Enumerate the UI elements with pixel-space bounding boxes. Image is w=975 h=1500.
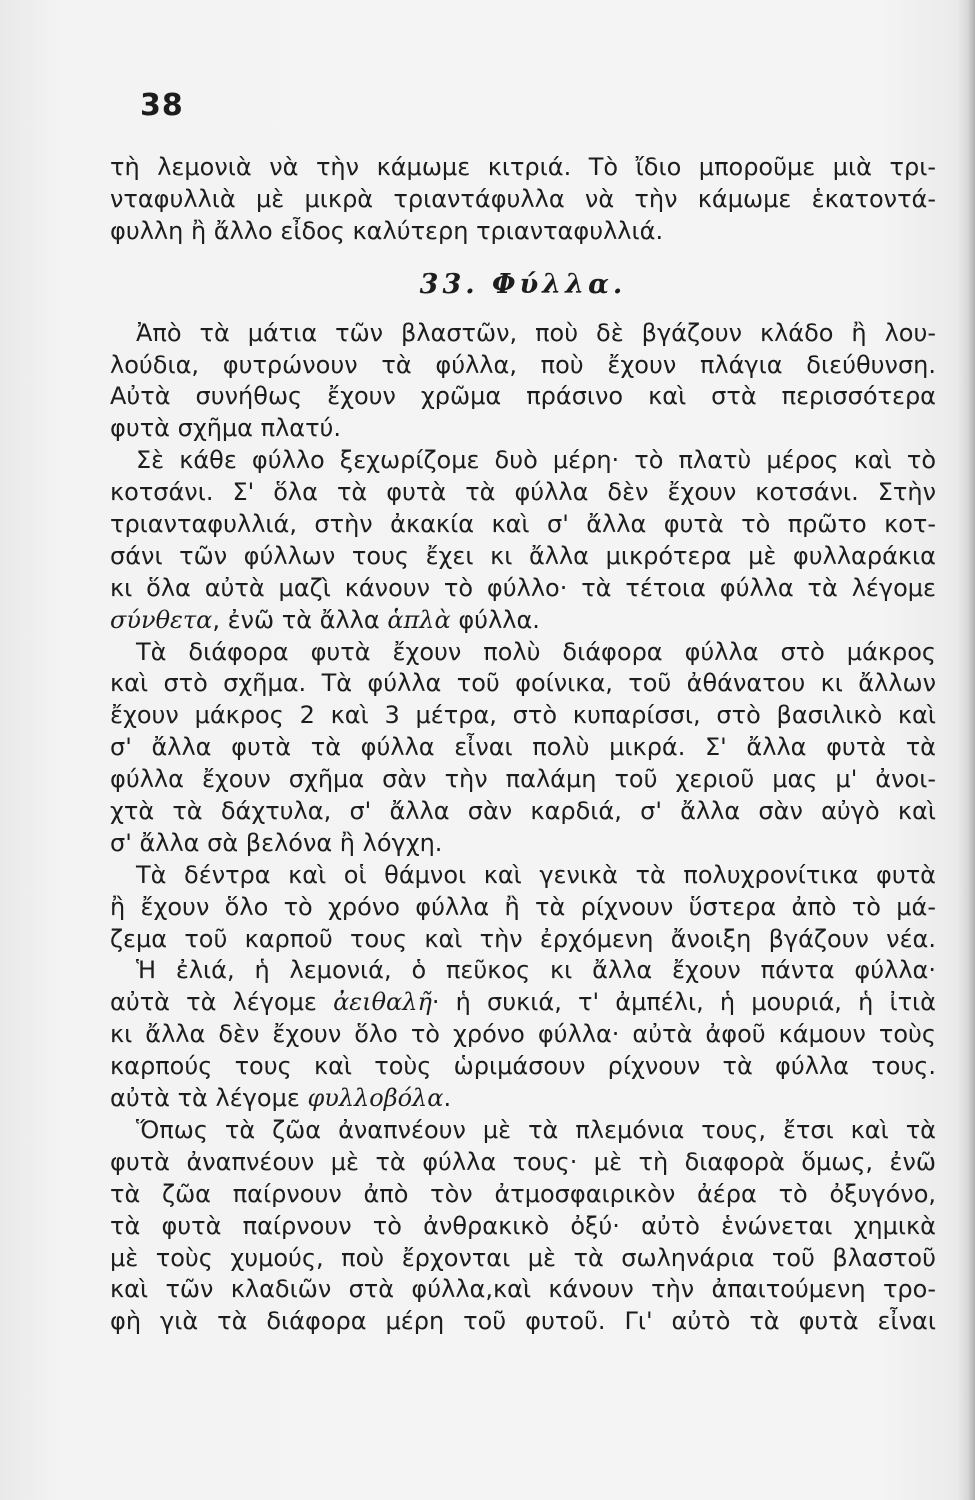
- italic-term: ἀειθαλῆ: [333, 988, 432, 1017]
- text-line: κι ἄλλα δὲν ἔχουν ὅλο τὸ χρόνο φύλλα· αὐτὰ ἀφοῦ κάμουν τοὺς: [110, 1020, 936, 1049]
- text-line: τὰ ζῶα παίρνουν ἀπὸ τὸν ἀτμοσφαιρικὸν ἀέρα τὸ ὀξυγόνο,: [110, 1179, 936, 1208]
- text-fragment: , ἐνῶ τὰ ἄλλα: [212, 605, 388, 634]
- text-line: σ' ἄλλα σὰ βελόνα ἢ λόγχη.: [110, 828, 443, 857]
- text-line: [110, 1083, 936, 1115]
- text-line: καὶ στὸ σχῆμα. Τὰ φύλλα τοῦ φοίνικα, τοῦ ἀθάνατου κι ἄλλων: [110, 669, 936, 698]
- page-edge-shadow: [957, 0, 975, 1500]
- text-line: καὶ τῶν κλαδιῶν στὰ φύλλα,καὶ κάνουν τὴν ἀπαιτούμενη τρο-: [110, 1275, 936, 1304]
- text-line: ἢ ἔχουν ὅλο τὸ χρόνο φύλλα ἢ τὰ ρίχνουν ὕστερα ἀπὸ τὸ μά-: [110, 892, 936, 921]
- text-line: Ἀπὸ τὰ μάτια τῶν βλαστῶν, ποὺ δὲ βγάζουν κλάδο ἢ λου-: [136, 318, 936, 347]
- italic-term: σύνθετα: [110, 605, 213, 634]
- text-line: καρπούς τους καὶ τοὺς ὡριμάσουν ρίχνουν τὰ φύλλα τους.: [110, 1052, 936, 1081]
- text-line: Τὰ διάφορα φυτὰ ἔχουν πολὺ διάφορα φύλλα στὸ μάκρος: [136, 637, 936, 666]
- text-line: Σὲ κάθε φύλλο ξεχωρίζομε δυὸ μέρη· τὸ πλατὺ μέρος καὶ τὸ: [136, 446, 936, 475]
- text-line: ζεμα τοῦ καρποῦ τους καὶ τὴν ἐρχόμενη ἄνοιξη βγάζουν νέα.: [110, 924, 936, 953]
- text-line: τὰ φυτὰ παίρνουν τὸ ἀνθρακικὸ ὀξύ· αὐτὸ ἑνώνεται χημικὰ: [110, 1211, 936, 1240]
- text-line: [110, 605, 936, 637]
- page-number: 38: [140, 88, 184, 123]
- text-line: Τὰ δέντρα καὶ οἱ θάμνοι καὶ γενικὰ τὰ πολυχρονίτικα φυτὰ: [136, 860, 936, 889]
- text-line: σάνι τῶν φύλλων τους ἔχει κι ἄλλα μικρότερα μὲ φυλλαράκια: [110, 541, 936, 570]
- text-line: λούδια, φυτρώνουν τὰ φύλλα, ποὺ ἔχουν πλάγια διεύθυνση.: [110, 350, 936, 379]
- text-line: χτὰ τὰ δάχτυλα, σ' ἄλλα σὰν καρδιά, σ' ἄλλα σὰν αὐγὸ καὶ: [110, 797, 936, 826]
- text-line: Ὅπως τὰ ζῶα ἀναπνέουν μὲ τὰ πλεμόνια τους, ἔτσι καὶ τὰ: [136, 1115, 936, 1144]
- text-line: [110, 987, 936, 1019]
- body-text: [110, 152, 936, 1338]
- text-line: φὴ γιὰ τὰ διάφορα μέρη τοῦ φυτοῦ. Γι' αὐτὸ τὰ φυτὰ εἶναι: [110, 1307, 936, 1336]
- text-line: κι ὅλα αὐτὰ μαζὶ κάνουν τὸ φύλλο· τὰ τέτοια φύλλα τὰ λέγομε: [110, 573, 936, 602]
- text-line: φύλλα ἔχουν σχῆμα σὰν τὴν παλάμη τοῦ χεριοῦ μας μ' ἀνοι-: [110, 765, 936, 794]
- italic-term: ἁπλὰ: [387, 605, 451, 634]
- section-heading: 33. Φύλλα.: [419, 268, 627, 300]
- text-line: ἔχουν μάκρος 2 καὶ 3 μέτρα, στὸ κυπαρίσσι, στὸ βασιλικὸ καὶ: [110, 701, 936, 730]
- text-fragment: αὐτὰ τὰ λέγομε: [110, 988, 334, 1017]
- text-fragment: φύλλα.: [450, 605, 540, 634]
- text-line: νταφυλλιὰ μὲ μικρὰ τριαντάφυλλα νὰ τὴν κάμωμε ἑκατοντά-: [110, 184, 936, 213]
- text-line: φυλλη ἢ ἄλλο εἶδος καλύτερη τριανταφυλλιά.: [110, 216, 664, 245]
- text-line: Ἡ ἐλιά, ἡ λεμονιά, ὁ πεῦκος κι ἄλλα ἔχουν πάντα φύλλα·: [136, 956, 936, 985]
- text-line: τριανταφυλλιά, στὴν ἀκακία καὶ σ' ἄλλα φυτὰ τὸ πρῶτο κοτ-: [110, 510, 936, 539]
- text-line: μὲ τοὺς χυμούς, ποὺ ἔρχονται μὲ τὰ σωληνάρια τοῦ βλαστοῦ: [110, 1243, 936, 1272]
- text-line: σ' ἄλλα φυτὰ τὰ φύλλα εἶναι πολὺ μικρά. Σ' ἄλλα φυτὰ τὰ: [110, 733, 936, 762]
- text-fragment: .: [443, 1084, 452, 1113]
- text-line: Αὐτὰ συνήθως ἔχουν χρῶμα πράσινο καὶ στὰ περισσότερα: [110, 382, 936, 411]
- text-line: τὴ λεμονιὰ νὰ τὴν κάμωμε κιτριά. Τὸ ἴδιο μποροῦμε μιὰ τρι-: [110, 153, 936, 181]
- italic-term: φυλλοβόλα: [307, 1084, 444, 1113]
- text-fragment: αὐτὰ τὰ λέγομε: [110, 1084, 308, 1113]
- text-line: φυτὰ ἀναπνέουν μὲ τὰ φύλλα τους· μὲ τὴ διαφορὰ ὅμως, ἐνῶ: [110, 1147, 936, 1176]
- text-line: φυτὰ σχῆμα πλατύ.: [110, 414, 342, 443]
- text-fragment: · ἡ συκιά, τ' ἀμπέλι, ἡ μουριά, ἡ ἰτιὰ: [431, 988, 936, 1017]
- text-line: κοτσάνι. Σ' ὅλα τὰ φυτὰ τὰ φύλλα δὲν ἔχουν κοτσάνι. Στὴν: [110, 478, 936, 507]
